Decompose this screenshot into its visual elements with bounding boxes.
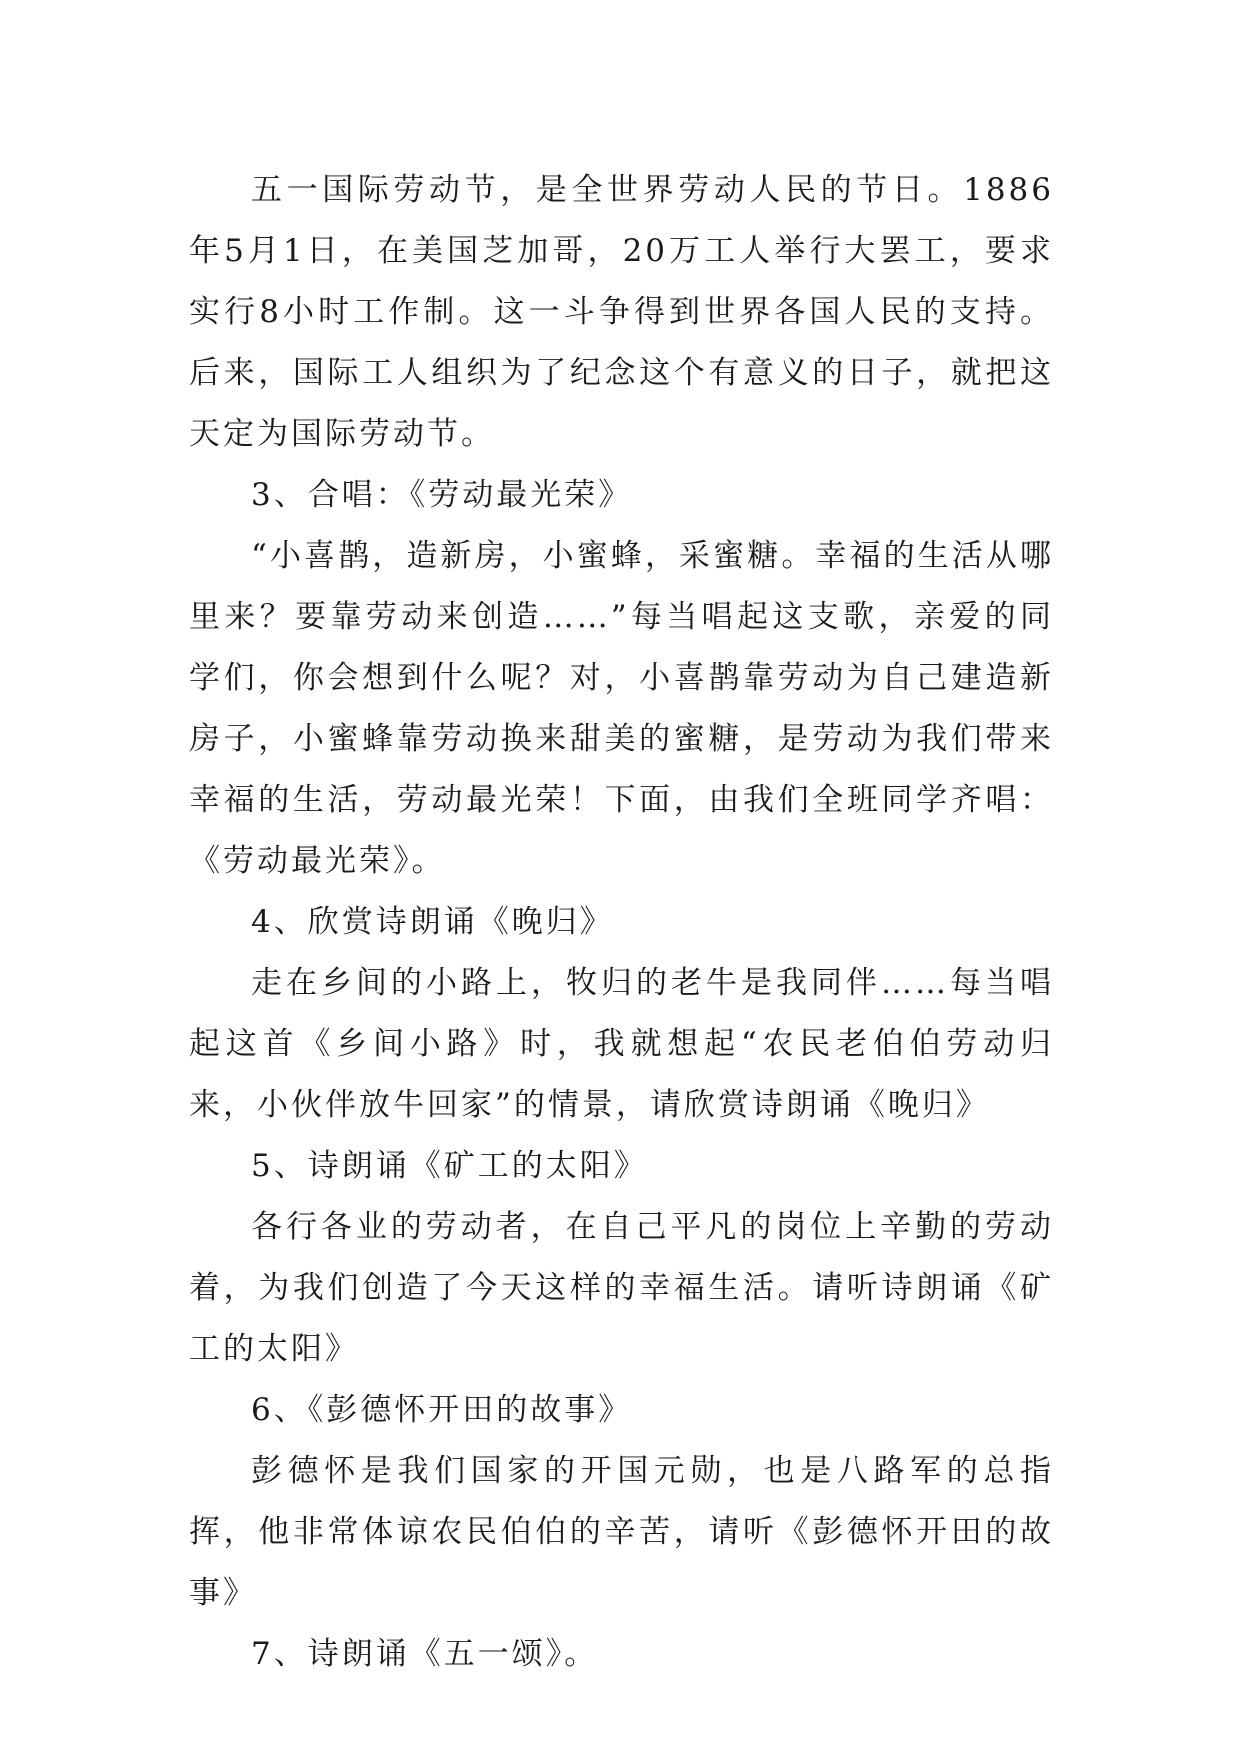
paragraph-peng-dehuai-intro: 彭德怀是我们国家的开国元勋，也是八路军的总指挥，他非常体谅农民伯伯的辛苦，请听《彭德怀开田的故事》	[189, 1453, 1054, 1611]
paragraph-evening-return-intro: 走在乡间的小路上，牧归的老牛是我同伴……每当唱起这首《乡间小路》时，我就想起“农民老伯伯劳动归来，小伙伴放牛回家”的情景，请欣赏诗朗诵《晚归》	[189, 965, 1054, 1123]
paragraph-chorus-intro: “小喜鹊，造新房，小蜜蜂，采蜜糖。幸福的生活从哪里来？要靠劳动来创造……”每当唱起这支歌，亲爱的同学们，你会想到什么呢？对，小喜鹊靠劳动为自己建造新房子，小蜜蜂靠劳动换来甜美的蜜糖，是劳动为我们带来幸福的生活，劳动最光荣！下面，由我们全班同学齐唱：《劳动最光荣》。	[189, 538, 1054, 879]
heading-item-4: 4、欣赏诗朗诵《晚归》	[251, 904, 614, 940]
paragraph-labor-day-origin: 五一国际劳动节，是全世界劳动人民的节日。1886年5月1日，在美国芝加哥，20万工人举行大罢工，要求实行8小时工作制。这一斗争得到世界各国人民的支持。后来，国际工人组织为了纪念这个有意义的日子，就把这天定为国际劳动节。	[189, 172, 1054, 452]
heading-item-7: 7、诗朗诵《五一颂》。	[251, 1636, 599, 1672]
heading-item-3: 3、合唱：《劳动最光荣》	[251, 477, 633, 513]
heading-item-6: 6、《彭德怀开田的故事》	[251, 1392, 633, 1428]
document-page	[189, 160, 1054, 1685]
heading-item-5: 5、诗朗诵《矿工的太阳》	[251, 1148, 648, 1184]
paragraph-miners-sun-intro: 各行各业的劳动者，在自己平凡的岗位上辛勤的劳动着，为我们创造了今天这样的幸福生活。请听诗朗诵《矿工的太阳》	[189, 1209, 1054, 1367]
